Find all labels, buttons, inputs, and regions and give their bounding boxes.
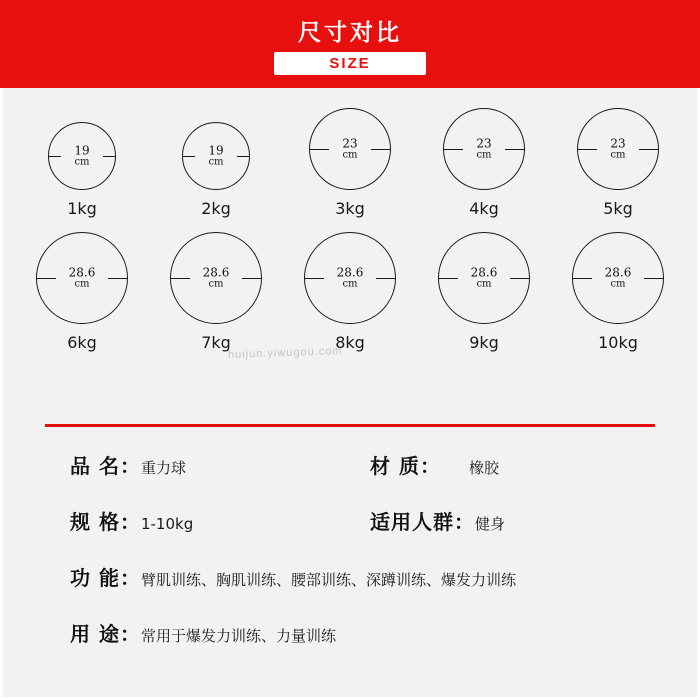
- spec-row-usage: [0, 618, 700, 647]
- ball-diagram: [304, 232, 396, 324]
- ball-weight-label: 2kg: [201, 199, 231, 218]
- ball-circle: [438, 232, 530, 324]
- diameter-value: 28.6: [324, 266, 376, 279]
- diameter-value: 19: [61, 144, 103, 157]
- ball-weight-label: 10kg: [598, 333, 638, 352]
- ball-item-4kg: [428, 108, 541, 218]
- diameter-unit: cm: [610, 278, 626, 290]
- ball-weight-label: 7kg: [201, 333, 231, 352]
- spec-row-name-material: [0, 450, 700, 479]
- spec-value-product-name: 重力球: [140, 459, 186, 477]
- diameter-label: [37, 266, 127, 289]
- diameter-label: [171, 266, 261, 289]
- spec-row-function: [0, 562, 700, 591]
- page-title: 尺寸对比: [298, 20, 402, 46]
- spec-value-material: 橡胶: [468, 459, 499, 477]
- ball-weight-label: 1kg: [67, 199, 97, 218]
- diameter-value: 19: [195, 144, 237, 157]
- diameter-unit: cm: [610, 149, 626, 161]
- diameter-value: 23: [597, 137, 639, 150]
- ball-weight-label: 9kg: [469, 333, 499, 352]
- watermark-text: huijun.yiwugou.com: [227, 345, 343, 361]
- diameter-unit: cm: [342, 278, 358, 290]
- diameter-unit: cm: [74, 156, 90, 168]
- section-divider: [45, 424, 655, 427]
- ball-row-1: [0, 108, 700, 218]
- ball-item-1kg: [26, 122, 139, 218]
- size-badge-label: SIZE: [329, 55, 371, 72]
- ball-item-6kg: [26, 232, 139, 352]
- diameter-value: 28.6: [592, 266, 644, 279]
- diameter-label: [49, 144, 115, 167]
- ball-weight-label: 4kg: [469, 199, 499, 218]
- diameter-value: 23: [329, 137, 371, 150]
- spec-row-spec-audience: [0, 506, 700, 535]
- spec-value-audience: 健身: [475, 515, 506, 533]
- ball-diagram: [36, 232, 128, 324]
- diameter-label: [310, 137, 390, 160]
- spec-key-usage: 用 途：: [70, 622, 141, 646]
- spec-value-function: 臂肌训练、胸肌训练、腰部训练、深蹲训练、爆发力训练: [140, 571, 516, 589]
- ball-size-grid: [0, 108, 700, 366]
- ball-circle: [36, 232, 128, 324]
- ball-circle: [577, 108, 659, 190]
- ball-circle: [170, 232, 262, 324]
- spec-value-usage: 常用于爆发力训练、力量训练: [140, 627, 336, 645]
- diameter-unit: cm: [208, 156, 224, 168]
- diameter-value: 28.6: [458, 266, 510, 279]
- ball-circle: [443, 108, 525, 190]
- ball-diagram: [182, 122, 250, 190]
- diameter-unit: cm: [208, 278, 224, 290]
- ball-item-10kg: [562, 232, 675, 352]
- ball-weight-label: 8kg: [335, 333, 365, 352]
- ball-item-2kg: [160, 122, 273, 218]
- diameter-unit: cm: [342, 149, 358, 161]
- ball-item-8kg: [294, 232, 407, 352]
- header-banner: [0, 0, 700, 88]
- ball-weight-label: 6kg: [67, 333, 97, 352]
- ball-weight-label: 5kg: [603, 199, 633, 218]
- spec-cell-spec: [70, 506, 370, 535]
- size-badge: [274, 52, 426, 75]
- ball-diagram: [443, 108, 525, 190]
- ball-circle: [182, 122, 250, 190]
- spec-table: [0, 450, 700, 674]
- diameter-label: [578, 137, 658, 160]
- ball-circle: [309, 108, 391, 190]
- spec-key-audience: 适用人群：: [370, 510, 475, 534]
- ball-diagram: [48, 122, 116, 190]
- diameter-value: 23: [463, 137, 505, 150]
- ball-diagram: [438, 232, 530, 324]
- diameter-value: 28.6: [190, 266, 242, 279]
- ball-circle: [572, 232, 664, 324]
- ball-item-3kg: [294, 108, 407, 218]
- diameter-value: 28.6: [56, 266, 108, 279]
- spec-cell-name: [70, 450, 370, 479]
- diameter-unit: cm: [476, 278, 492, 290]
- ball-diagram: [577, 108, 659, 190]
- spec-key-product-name: 品 名：: [70, 454, 141, 478]
- ball-item-5kg: [562, 108, 675, 218]
- spec-cell-audience: [370, 506, 505, 535]
- spec-value-spec: 1-10kg: [140, 515, 194, 533]
- diameter-unit: cm: [476, 149, 492, 161]
- diameter-label: [573, 266, 663, 289]
- ball-diagram: [572, 232, 664, 324]
- spec-key-spec: 规 格：: [70, 510, 141, 534]
- diameter-label: [444, 137, 524, 160]
- spec-key-material: 材 质：: [370, 454, 441, 478]
- diameter-label: [183, 144, 249, 167]
- spec-key-function: 功 能：: [70, 566, 141, 590]
- ball-item-9kg: [428, 232, 541, 352]
- ball-diagram: [309, 108, 391, 190]
- diameter-label: [305, 266, 395, 289]
- diameter-label: [439, 266, 529, 289]
- ball-circle: [48, 122, 116, 190]
- ball-item-7kg: [160, 232, 273, 352]
- diameter-unit: cm: [74, 278, 90, 290]
- ball-diagram: [170, 232, 262, 324]
- spec-cell-material: [370, 450, 499, 479]
- ball-row-2: [0, 232, 700, 352]
- ball-weight-label: 3kg: [335, 199, 365, 218]
- ball-circle: [304, 232, 396, 324]
